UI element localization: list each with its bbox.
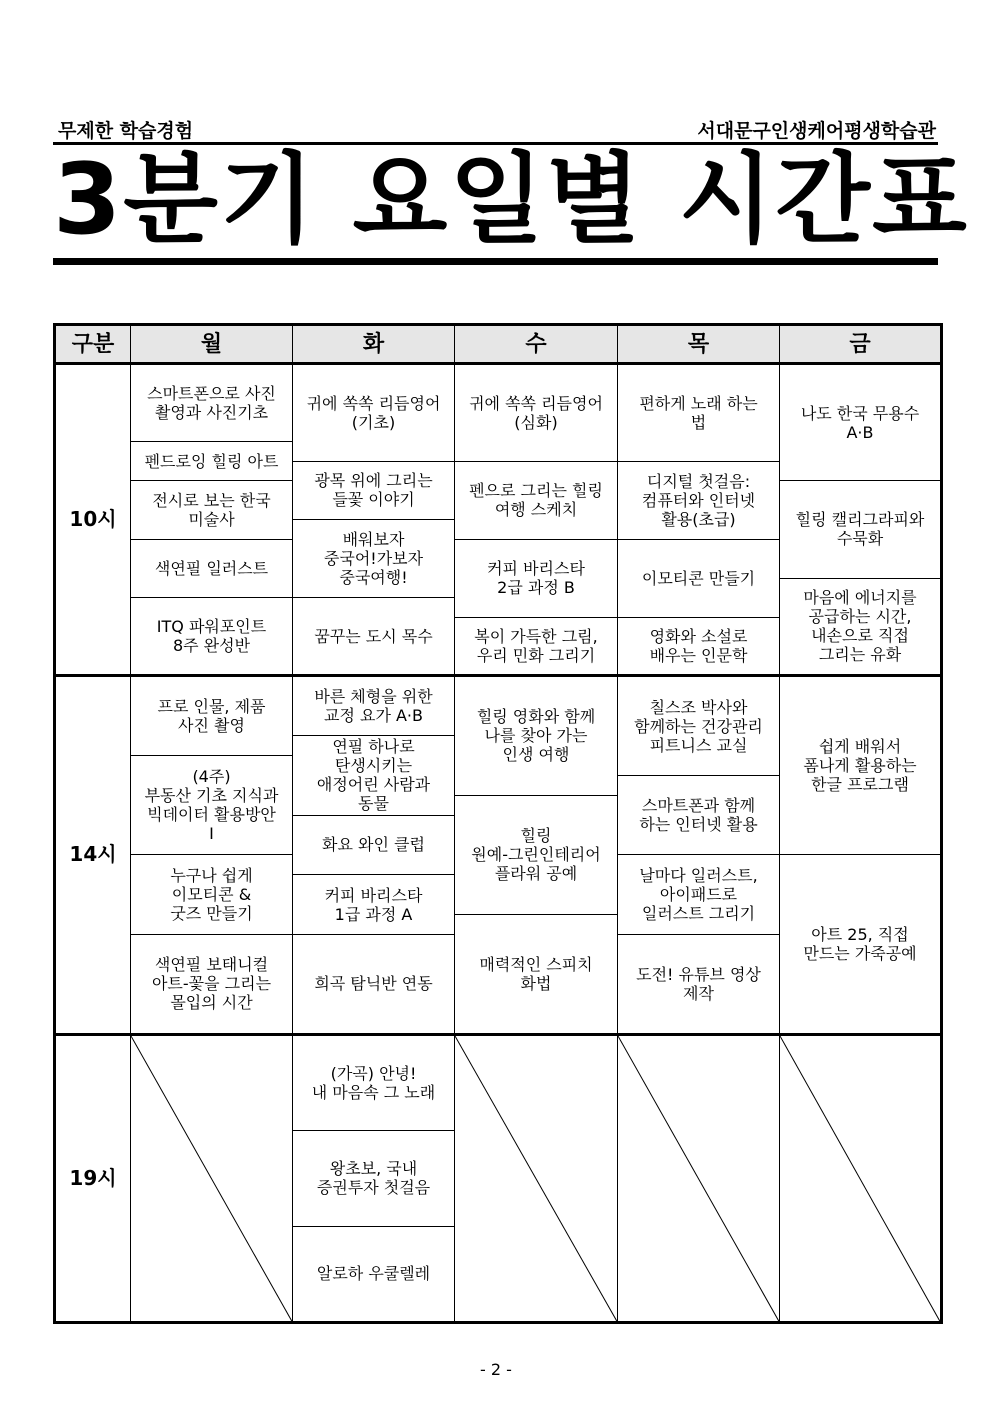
class-cell: 알로하 우쿨렐레	[293, 1226, 455, 1322]
class-cell: 꿈꾸는 도시 목수	[293, 598, 455, 676]
class-cell: (4주) 부동산 기초 지식과 빅데이터 활용방안 I	[131, 755, 293, 855]
class-cell: 편하게 노래 하는 법	[618, 364, 780, 462]
class-cell: 커피 바리스타 2급 과정 B	[455, 539, 618, 617]
class-cell: 배워보자 중국어!가보자 중국여행!	[293, 520, 455, 598]
class-cell: 아트 25, 직접 만드는 가죽공예	[780, 855, 942, 1034]
class-cell: 매력적인 스피치 화법	[455, 915, 618, 1034]
class-cell: 날마다 일러스트, 아이패드로 일러스트 그리기	[618, 855, 780, 935]
header-monday: 월	[131, 325, 293, 364]
header-tuesday: 화	[293, 325, 455, 364]
class-cell: 색연필 일러스트	[131, 539, 293, 598]
class-cell: 광목 위에 그리는 들꽃 이야기	[293, 461, 455, 520]
time-label-14: 14시	[55, 676, 131, 1034]
class-cell: 힐링 캘리그라피와 수묵화	[780, 481, 942, 579]
timetable	[53, 323, 943, 1324]
empty-slot-monday	[131, 1034, 293, 1322]
header-left-text: 무제한 학습경험	[58, 120, 194, 142]
diagonal-slash	[780, 1036, 940, 1321]
class-cell: 쉽게 배워서 폼나게 활용하는 한글 프로그램	[780, 676, 942, 855]
header-category: 구분	[55, 325, 131, 364]
diagonal-slash	[131, 1036, 292, 1321]
class-cell: 프로 인물, 제품 사진 촬영	[131, 676, 293, 756]
header-wednesday: 수	[455, 325, 618, 364]
class-cell: 영화와 소설로 배우는 인문학	[618, 617, 780, 676]
class-cell: 복이 가득한 그림, 우리 민화 그리기	[455, 617, 618, 676]
class-cell: 힐링 원예-그린인테리어 플라워 공예	[455, 795, 618, 914]
class-cell: 마음에 에너지를 공급하는 시간, 내손으로 직접 그리는 유화	[780, 578, 942, 676]
class-cell: 스마트폰과 함께 하는 인터넷 활용	[618, 775, 780, 855]
class-cell: 귀에 쏙쏙 리듬영어 (심화)	[455, 364, 618, 462]
class-cell: 스마트폰으로 사진 촬영과 사진기초	[131, 364, 293, 442]
class-cell: (가곡) 안녕! 내 마음속 그 노래	[293, 1034, 455, 1130]
class-cell: 귀에 쏙쏙 리듬영어 (기초)	[293, 364, 455, 462]
empty-slot-wednesday	[455, 1034, 618, 1322]
page-number: - 2 -	[480, 1360, 512, 1379]
class-cell: 연필 하나로 탄생시키는 애정어린 사람과 동물	[293, 735, 455, 815]
class-cell: 화요 와인 클럽	[293, 815, 455, 875]
class-cell: 누구나 쉽게 이모티콘 & 굿즈 만들기	[131, 855, 293, 935]
header-thursday: 목	[618, 325, 780, 364]
class-cell: 도전! 유튜브 영상 제작	[618, 935, 780, 1035]
header-right-text: 서대문구인생케어평생학습관	[697, 120, 936, 142]
class-cell: 나도 한국 무용수 A·B	[780, 364, 942, 481]
class-cell: 전시로 보는 한국 미술사	[131, 481, 293, 540]
class-cell: 커피 바리스타 1급 과정 A	[293, 875, 455, 935]
empty-slot-friday	[780, 1034, 942, 1322]
class-cell: 힐링 영화와 함께 나를 찾아 가는 인생 여행	[455, 676, 618, 795]
class-cell: 바른 체형을 위한 교정 요가 A·B	[293, 676, 455, 736]
class-cell: 디지털 첫걸음: 컴퓨터와 인터넷 활용(초급)	[618, 461, 780, 539]
time-label-19: 19시	[55, 1034, 131, 1322]
class-cell: 희곡 탐닉반 연동	[293, 935, 455, 1035]
diagonal-slash	[455, 1036, 617, 1321]
header-friday: 금	[780, 325, 942, 364]
diagonal-slash	[618, 1036, 779, 1321]
class-cell: 이모티콘 만들기	[618, 539, 780, 617]
class-cell: ITQ 파워포인트 8주 완성반	[131, 598, 293, 676]
time-label-10: 10시	[55, 364, 131, 676]
title-bottom-rule	[53, 258, 938, 265]
empty-slot-thursday	[618, 1034, 780, 1322]
class-cell: 칠스조 박사와 함께하는 건강관리 피트니스 교실	[618, 676, 780, 776]
page-title: 3분기 요일별 시간표	[53, 143, 969, 257]
class-cell: 펜으로 그리는 힐링 여행 스케치	[455, 461, 618, 539]
class-cell: 왕초보, 국내 증권투자 첫걸음	[293, 1130, 455, 1226]
class-cell: 색연필 보태니컬 아트-꽃을 그리는 몰입의 시간	[131, 935, 293, 1035]
class-cell: 펜드로잉 힐링 아트	[131, 442, 293, 481]
